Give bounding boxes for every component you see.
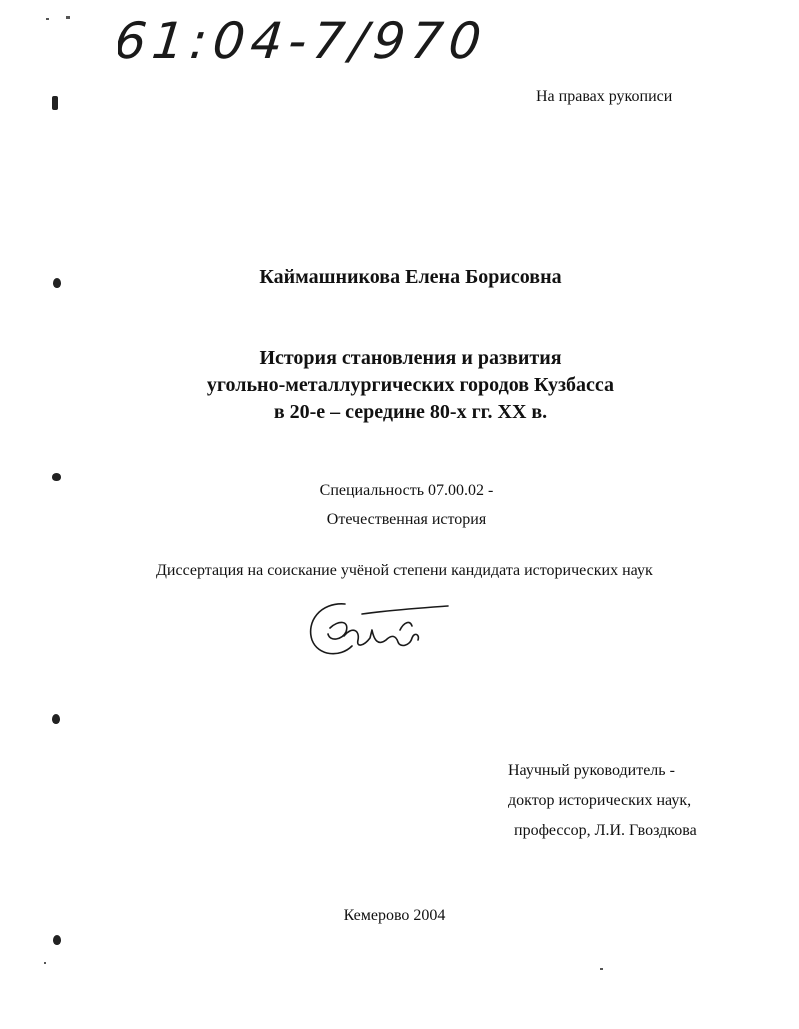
punch-hole (53, 278, 61, 288)
specialty-field: Отечественная история (326, 511, 487, 528)
author-name: Каймашникова Елена Борисовна (259, 266, 562, 288)
supervisor-line-2: доктор исторических наук, (508, 792, 692, 809)
title-line-2: угольно-металлургических городов Кузбасса (206, 374, 615, 396)
rights-notice: На правах рукописи (536, 88, 673, 105)
specialty-code: Специальность 07.00.02 - (319, 482, 494, 499)
scan-speck (600, 968, 603, 970)
signature (300, 590, 460, 670)
archive-number-handwriting (118, 8, 518, 68)
punch-hole (52, 473, 61, 481)
supervisor-line-3: профессор, Л.И. Гвоздкова (514, 822, 697, 839)
punch-hole (52, 714, 60, 724)
supervisor-block (508, 756, 697, 846)
scan-speck (66, 16, 70, 19)
scan-speck (46, 18, 49, 20)
archive-number (118, 8, 518, 68)
city-year: Кемерово 2004 (343, 907, 446, 924)
title-line-3: в 20-е – середине 80-х гг. XX в. (273, 401, 548, 423)
dissertation-title (0, 345, 799, 426)
scan-speck (44, 962, 46, 964)
punch-hole (53, 935, 61, 945)
thesis-statement: Диссертация на соискание учёной степени кандидата исторических наук (156, 562, 653, 579)
title-line-1: История становления и развития (259, 347, 562, 369)
archive-number-text: 61:04-7/970 (118, 11, 490, 68)
supervisor-line-1: Научный руководитель - (508, 762, 675, 779)
punch-hole (52, 96, 58, 110)
